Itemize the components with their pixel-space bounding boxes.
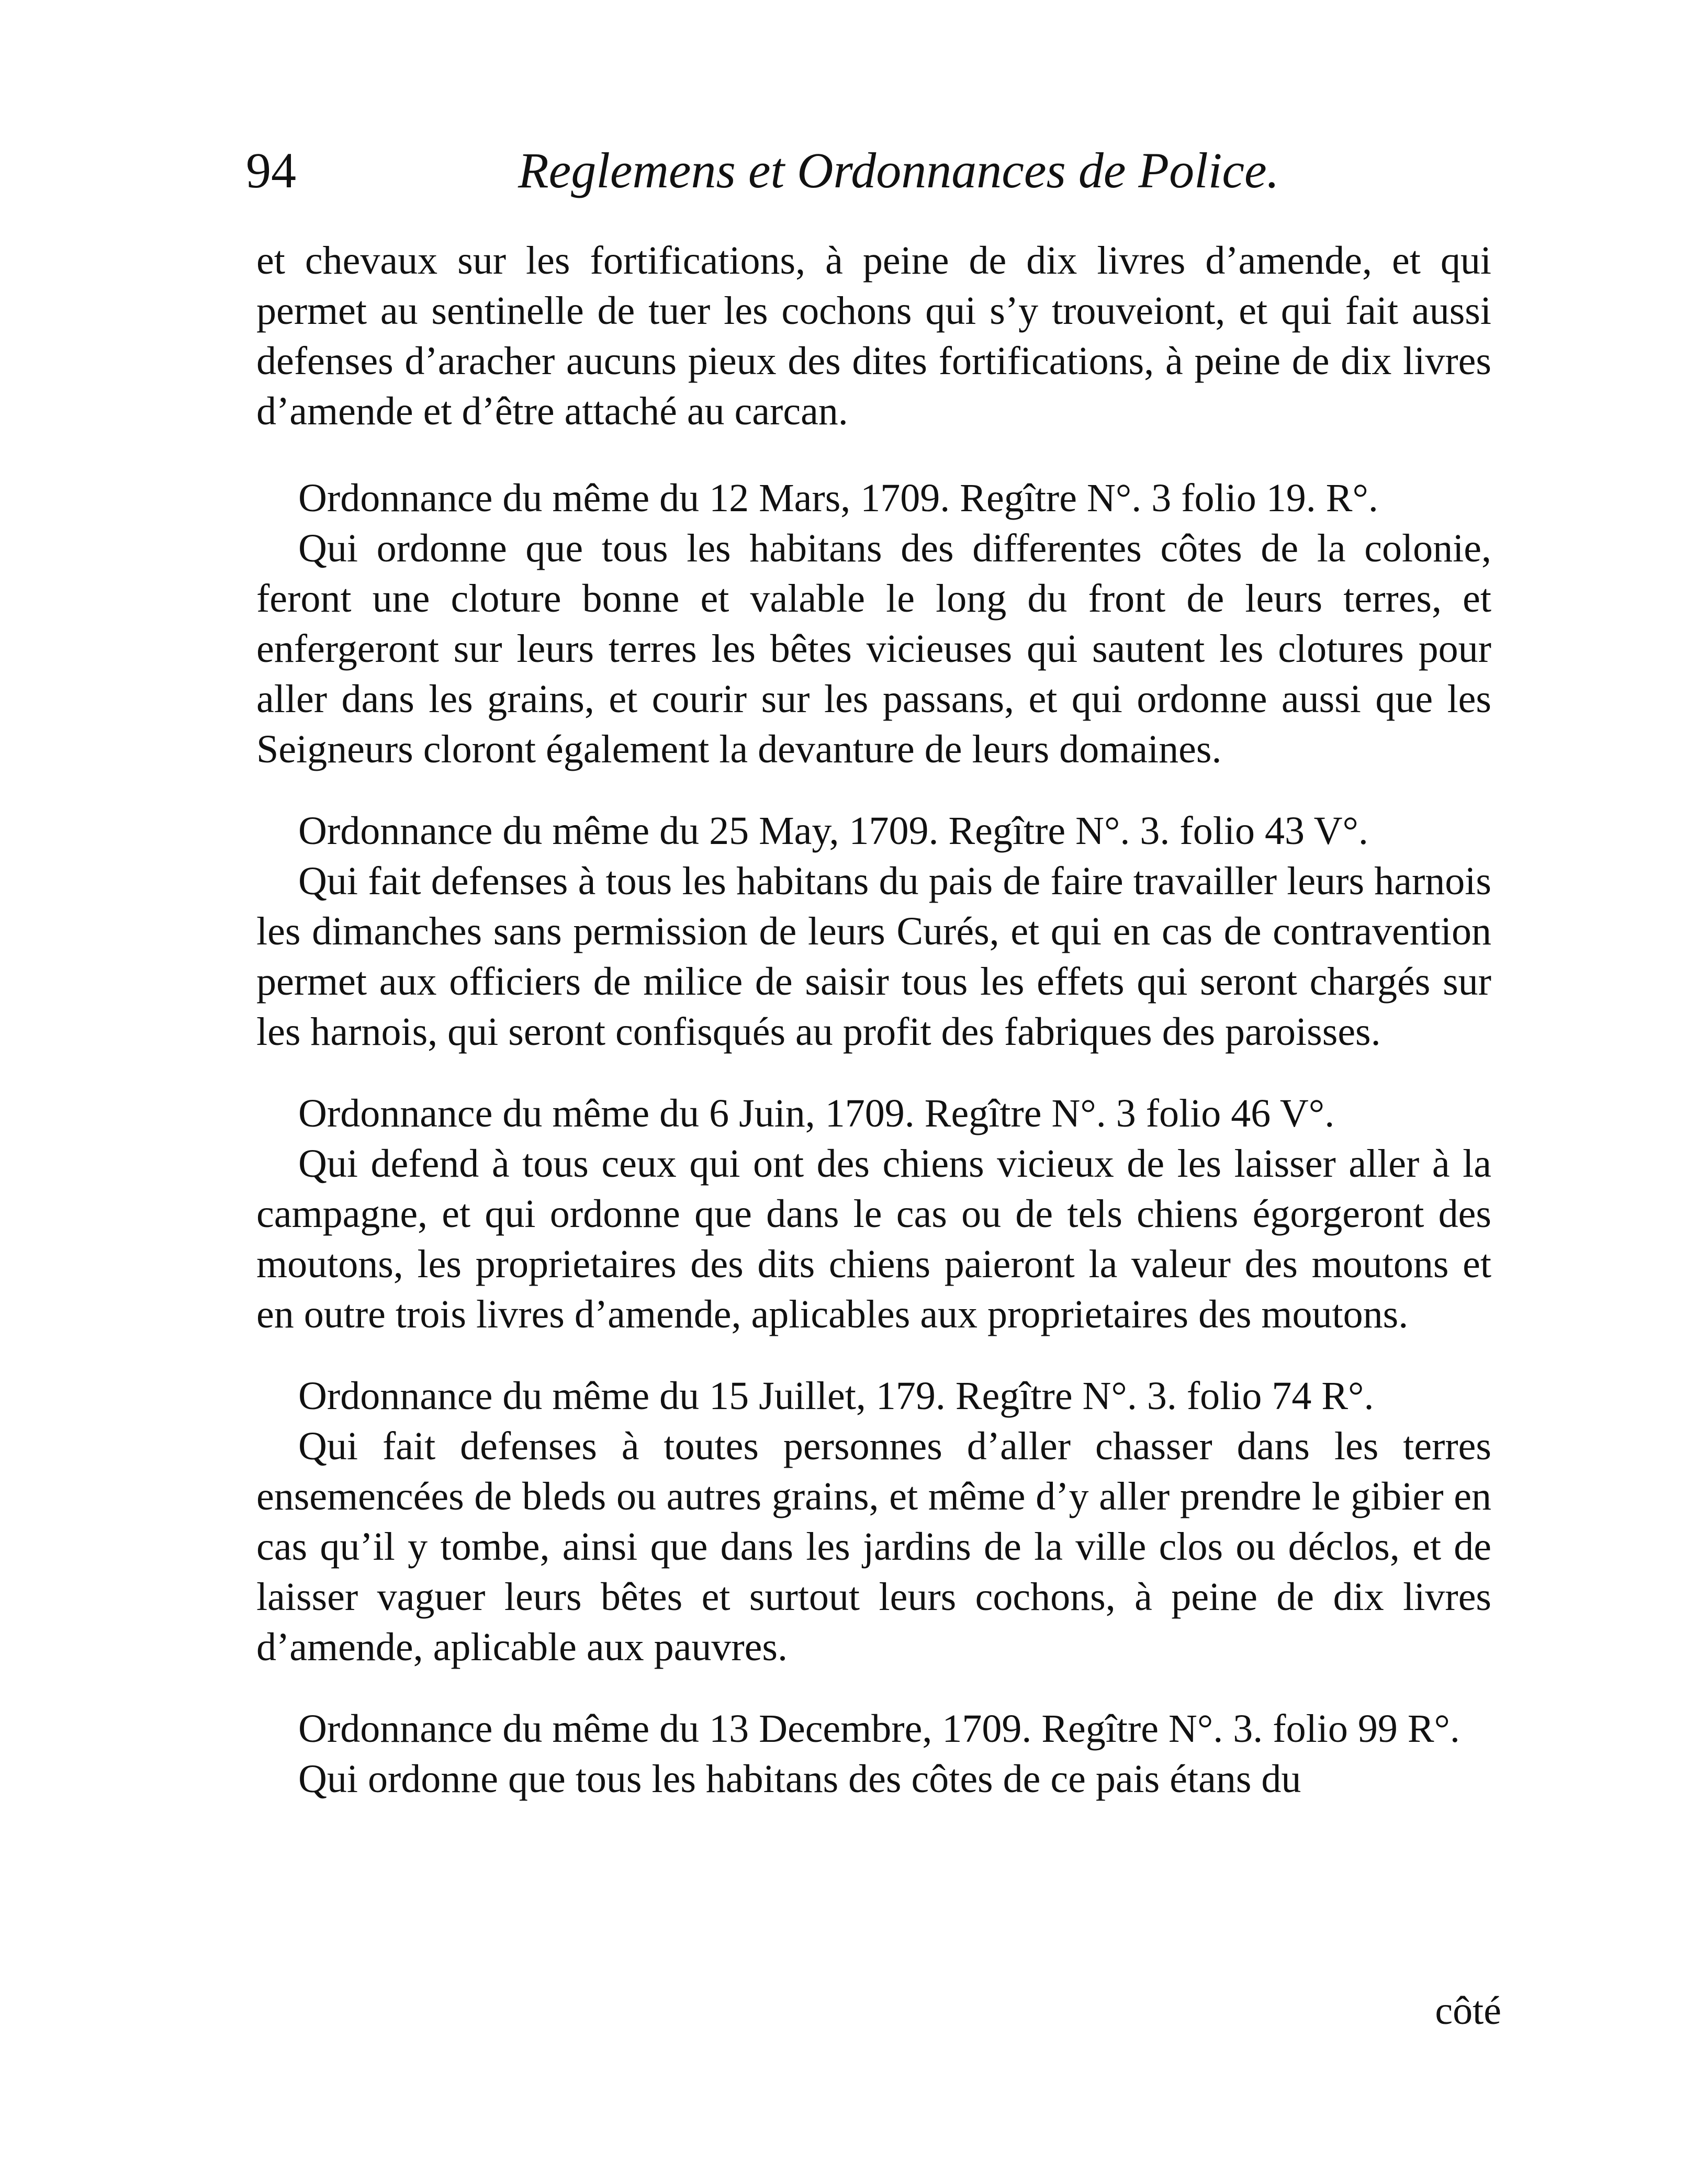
ordinance-heading: Ordonnance du même du 15 Juillet, 179. Regître N°. 3. folio 74 R°. (298, 1374, 1374, 1418)
ordinance-text: Qui ordonne que tous les habitans des differentes côtes de la colonie, feront une cloture bonne et valable le long du front de leurs terres, et enfergeront sur leurs terres les bêtes vicieuses qui sautent les clotures pour aller dans les grains, et courir sur les passans, et qui ordonne aussi que les Seigneurs cloront également la devanture de leurs domaines. (256, 526, 1491, 771)
ordinance-text: Qui defend à tous ceux qui ont des chiens vicieux de les laisser aller à la campagne, et qui ordonne que dans le cas ou de tels chiens égorgeront des moutons, les proprietaires des dits chiens paieront la valeur des moutons et en outre trois livres d’amende, aplicables aux proprietaires des moutons. (256, 1142, 1491, 1336)
catchword: côté (1435, 1989, 1501, 2033)
body-text (256, 235, 1491, 1804)
page-number: 94 (246, 142, 296, 198)
ordinance-text: Qui ordonne que tous les habitans des côtes de ce pais étans du (298, 1757, 1301, 1801)
ordinance-heading: Ordonnance du même du 13 Decembre, 1709. Regître N°. 3. folio 99 R°. (298, 1707, 1460, 1751)
ordinance-text: Qui fait defenses à toutes personnes d’aller chasser dans les terres ensemencées de bleds ou autres grains, et même d’y aller prendre le gibier en cas qu’il y tombe, ainsi que dans les jardins de la ville clos ou déclos, et de laisser vaguer leurs bêtes et surtout leurs cochons, à peine de dix livres d’amende, aplicable aux pauvres. (256, 1424, 1491, 1669)
ordinance-heading: Ordonnance du même du 6 Juin, 1709. Regître N°. 3 folio 46 V°. (298, 1091, 1335, 1135)
ordinance-text: Qui fait defenses à tous les habitans du pais de faire travailler leurs harnois les dimanches sans permission de leurs Curés, et qui en cas de contravention permet aux officiers de milice de saisir tous les effets qui seront chargés sur les harnois, qui seront confisqués au profit des fabriques des paroisses. (256, 859, 1491, 1054)
ordinance-heading: Ordonnance du même du 25 May, 1709. Regître N°. 3. folio 43 V°. (298, 809, 1368, 853)
page-header (246, 141, 1507, 220)
running-title: Reglemens et Ordonnances de Police. (518, 142, 1279, 198)
ordinance-heading: Ordonnance du même du 12 Mars, 1709. Regître N°. 3 folio 19. R°. (298, 476, 1378, 520)
intro-paragraph: et chevaux sur les fortifications, à peine de dix livres d’amende, et qui permet au sentinelle de tuer les cochons qui s’y trouveiont, et qui fait aussi defenses d’aracher aucuns pieux des dites fortifications, à peine de dix livres d’amende et d’être attaché au carcan. (256, 239, 1491, 433)
